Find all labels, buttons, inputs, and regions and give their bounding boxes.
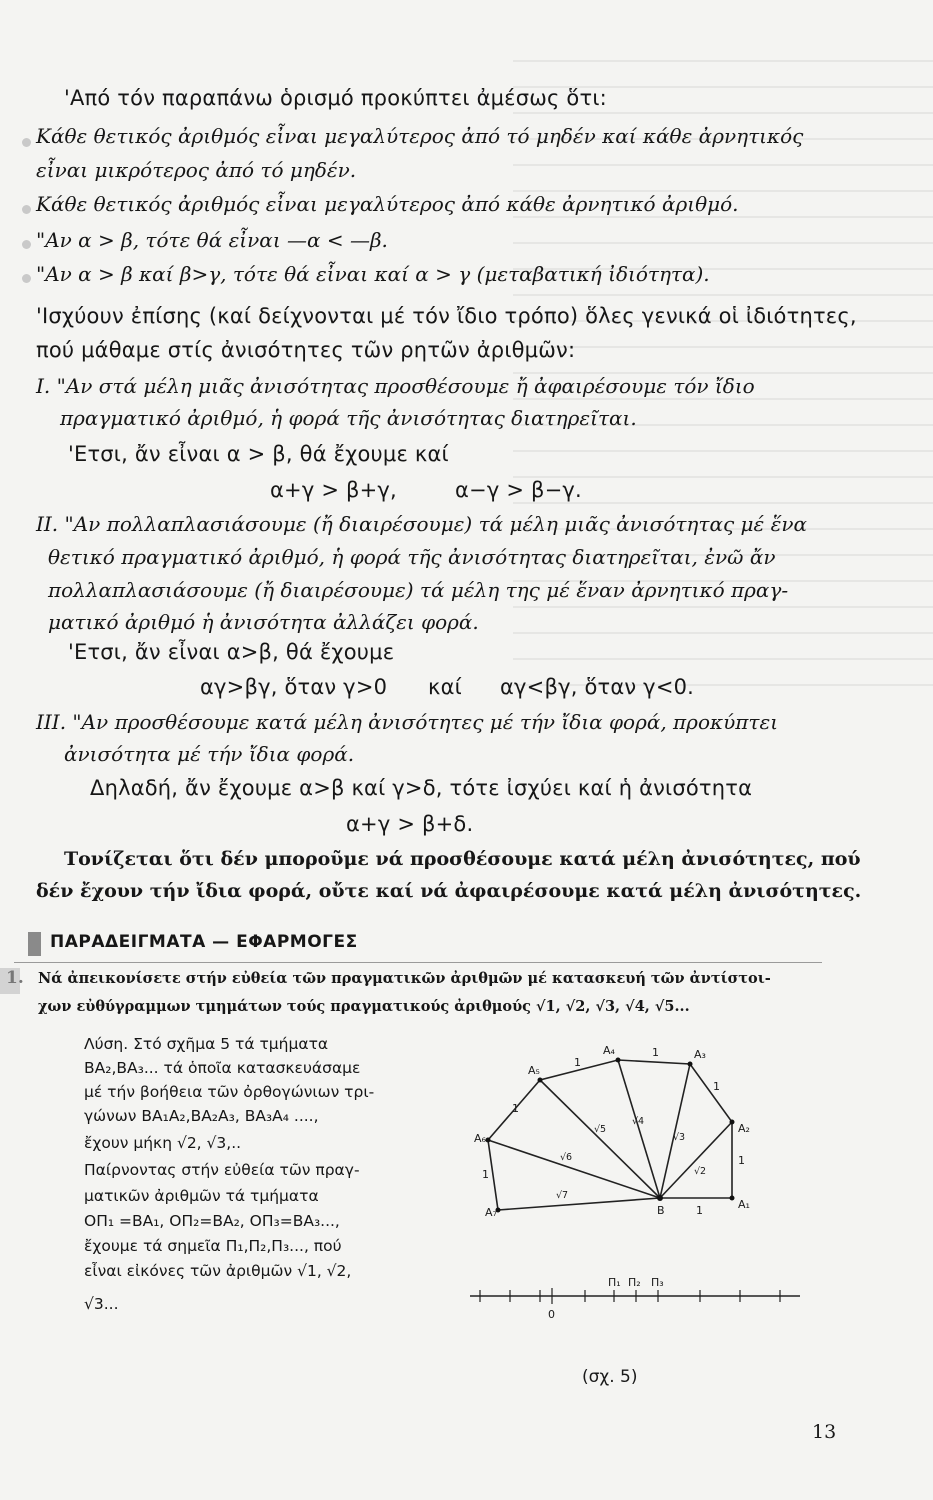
rule-1-formula-a: α+γ > β+γ, xyxy=(270,478,397,502)
label-a3: A₃ xyxy=(694,1048,706,1061)
vertex-a3 xyxy=(688,1062,693,1067)
vertex-a6 xyxy=(486,1138,491,1143)
label-b: B xyxy=(657,1204,665,1217)
segment-sqrt7 xyxy=(498,1198,660,1210)
section-title: ΠΑΡΑΔΕΙΓΜΑΤΑ — ΕΦΑΡΜΟΓΕΣ xyxy=(50,932,358,952)
bullet-4: "Αν α > β καί β>γ, τότε θά εἶναι καί α > γ (μεταβατική ἰδιότητα). xyxy=(36,262,710,286)
label-a5: A₅ xyxy=(528,1064,540,1077)
figure-caption: (σχ. 5) xyxy=(582,1367,638,1387)
unit-label: 1 xyxy=(652,1046,659,1059)
rule-1-formula-b: α−γ > β−γ. xyxy=(455,478,582,502)
emphasis-line-1: Τονίζεται ὅτι δέν μποροῦμε νά προσθέσουμε κατά μέλη ἀνισότητες, πού xyxy=(64,848,861,870)
properties-intro-line-1: 'Ισχύουν ἐπίσης (καί δείχνονται μέ τόν ἴδιο τρόπο) ὅλες γενικά οἱ ἰδιότητες, xyxy=(36,304,857,328)
solution-line-10: εἶναι εἰκόνες τῶν ἀριθμῶν √1, √2, xyxy=(84,1262,352,1280)
root-label: √5 xyxy=(594,1124,607,1135)
solution-line-6: Παίρνοντας στήν εὐθεία τῶν πραγ- xyxy=(84,1161,360,1179)
bullet-1-line-1: Κάθε θετικός ἀριθμός εἶναι μεγαλύτερος ἀπό τό μηδέν καί κάθε ἀρνητικός xyxy=(36,124,804,148)
rule-3-line-2: ἀνισότητα μέ τήν ἴδια φορά. xyxy=(64,742,355,766)
axis-zero-label: 0 xyxy=(548,1308,555,1321)
segment-sqrt6 xyxy=(488,1140,660,1198)
unit-label: 1 xyxy=(713,1080,720,1093)
properties-intro-line-2: πού μάθαμε στίς ἀνισότητες τῶν ρητῶν ἀριθμῶν: xyxy=(36,338,576,362)
unit-label: 1 xyxy=(574,1056,581,1069)
axis-point-p2: Π₂ xyxy=(628,1276,641,1289)
solution-line-2: ΒΑ₂,ΒΑ₃... τά ὁποῖα κατασκευάσαμε xyxy=(84,1059,361,1077)
rule-3-example: Δηλαδή, ἄν ἔχουμε α>β καί γ>δ, τότε ἰσχύει καί ἡ ἀνισότητα xyxy=(90,776,753,800)
rule-3-line-1: III. "Αν προσθέσουμε κατά μέλη ἀνισότητες μέ τήν ἴδια φορά, προκύπτει xyxy=(36,710,779,734)
bullet-3: "Αν α > β, τότε θά εἶναι —α < —β. xyxy=(36,228,388,252)
bullet-2: Κάθε θετικός ἀριθμός εἶναι μεγαλύτερος ἀπό κάθε ἀρνητικό ἀριθμό. xyxy=(36,192,739,216)
rule-3-formula: α+γ > β+δ. xyxy=(346,812,474,836)
solution-line-1: Λύση. Στό σχῆμα 5 τά τμήματα xyxy=(84,1035,329,1053)
vertex-a4 xyxy=(616,1058,621,1063)
rule-2-line-1: II. "Αν πολλαπλασιάσουμε (ἤ διαιρέσουμε) τά μέλη μιᾶς ἀνισότητας μέ ἕνα xyxy=(36,512,808,536)
vertex-a5 xyxy=(538,1078,543,1083)
example-1-statement-line-2: χων εὐθύγραμμων τμημάτων τούς πραγματικούς ἀριθμούς √1, √2, √3, √4, √5... xyxy=(38,998,690,1015)
intro-line: 'Από τόν παραπάνω ὁρισμό προκύπτει ἀμέσως ὅτι: xyxy=(64,86,607,110)
rule-2-formula-b: αγ<βγ, ὅταν γ<0. xyxy=(500,675,695,699)
example-1-number: 1. xyxy=(6,968,24,988)
label-a6: A₆ xyxy=(474,1132,486,1145)
root-label: √4 xyxy=(632,1116,645,1127)
vertex-b xyxy=(657,1195,663,1201)
rule-2-line-4: ματικό ἀριθμό ἡ ἀνισότητα ἀλλάζει φορά. xyxy=(48,610,479,634)
segment-sqrt3 xyxy=(660,1064,690,1198)
segment-sqrt2 xyxy=(660,1122,732,1198)
root-label: √6 xyxy=(560,1152,573,1163)
unit-label: 1 xyxy=(512,1102,519,1115)
unit-label: 1 xyxy=(738,1154,745,1167)
solution-line-8: ΟΠ₁ =ΒΑ₁, ΟΠ₂=ΒΑ₂, ΟΠ₃=ΒΑ₃..., xyxy=(84,1212,340,1230)
axis-point-p1: Π₁ xyxy=(608,1276,621,1289)
root-label: √7 xyxy=(556,1190,569,1201)
vertex-a2 xyxy=(730,1120,735,1125)
rule-2-formula-a: αγ>βγ, ὅταν γ>0 xyxy=(200,675,388,699)
vertex-a1 xyxy=(730,1196,735,1201)
rule-2-formula-and: καί xyxy=(428,675,462,699)
solution-line-3: μέ τήν βοήθεια τῶν ὀρθογώνιων τρι- xyxy=(84,1083,375,1101)
example-1-statement-line-1: Νά ἀπεικονίσετε στήν εὐθεία τῶν πραγματικῶν ἀριθμῶν μέ κατασκευή τῶν ἀντίστοι- xyxy=(38,970,771,987)
solution-line-4: γώνων ΒΑ₁Α₂,ΒΑ₂Α₃, ΒΑ₃Α₄ ...., xyxy=(84,1107,319,1125)
label-a1: A₁ xyxy=(738,1198,750,1211)
label-a7: A₇ xyxy=(485,1206,497,1219)
page-number: 13 xyxy=(812,1421,837,1443)
solution-line-5: ἔχουν μήκη √2, √3,.. xyxy=(84,1134,242,1152)
root-label: √3 xyxy=(673,1132,686,1143)
root-label: √2 xyxy=(694,1166,707,1177)
rule-1-line-1: I. "Αν στά μέλη μιᾶς ἀνισότητας προσθέσουμε ἤ ἀφαιρέσουμε τόν ἴδιο xyxy=(36,374,755,398)
rule-2-line-2: θετικό πραγματικό ἀριθμό, ἡ φορά τῆς ἀνισότητας διατηρεῖται, ἐνῶ ἄν xyxy=(48,545,776,569)
spiral-outer-edges xyxy=(488,1060,732,1210)
label-a4: A₄ xyxy=(603,1044,615,1057)
bullet-1-line-2: εἶναι μικρότερος ἀπό τό μηδέν. xyxy=(36,158,357,182)
axis-point-p3: Π₃ xyxy=(651,1276,664,1289)
solution-line-11: √3... xyxy=(84,1295,119,1313)
emphasis-line-2: δέν ἔχουν τήν ἴδια φορά, οὔτε καί νά ἀφαιρέσουμε κατά μέλη ἀνισότητες. xyxy=(36,880,862,902)
label-a2: A₂ xyxy=(738,1122,750,1135)
rule-2-line-3: πολλαπλασιάσουμε (ἤ διαιρέσουμε) τά μέλη της μέ ἕναν ἀρνητικό πραγ- xyxy=(48,578,789,602)
unit-label: 1 xyxy=(696,1204,703,1217)
solution-line-7: ματικῶν ἀριθμῶν τά τμήματα xyxy=(84,1187,319,1205)
rule-2-example: 'Ετσι, ἄν εἶναι α>β, θά ἔχουμε xyxy=(68,640,395,664)
rule-1-line-2: πραγματικό ἀριθμό, ἡ φορά τῆς ἀνισότητας διατηρεῖται. xyxy=(60,406,637,430)
rule-1-example: 'Ετσι, ἄν εἶναι α > β, θά ἔχουμε καί xyxy=(68,442,449,466)
unit-label: 1 xyxy=(482,1168,489,1181)
solution-line-9: ἔχουμε τά σημεῖα Π₁,Π₂,Π₃..., πού xyxy=(84,1237,342,1255)
